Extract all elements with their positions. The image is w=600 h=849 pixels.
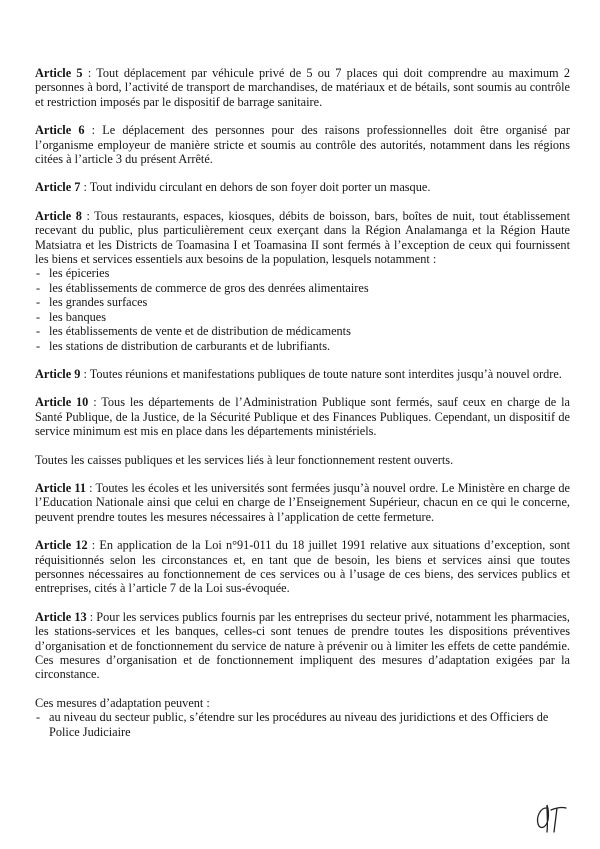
article-text: : Tout déplacement par véhicule privé de 5 ou 7 places qui doit comprendre au maximum 2 personnes à bord, l’activité de transport de marchandises, de matériaux et de bétails, sont soumis au contrôle et restriction imposés par le dispositif de barrage sanitaire.: [35, 66, 571, 109]
article-8: [35, 209, 570, 267]
article-text: : Pour les services publics fournis par les entreprises du secteur privé, notamment les pharmacies, les stations-services et les banques, celles-ci sont tenues de prendre toutes les dispositions préventives d’organisation et de fonctionnement du service de nature à prévenir ou à limiter les effets de cette pandémie. Ces mesures d’organisation et de fonctionnement impliquent des mesures d’adaptation exigées par la circonstance.: [35, 609, 571, 682]
article-7: [35, 180, 570, 194]
article-label: Article 9: [35, 366, 81, 381]
paragraph-text: Ces mesures d’adaptation peuvent :: [35, 695, 210, 710]
article-text: : Tous restaurants, espaces, kiosques, débits de boisson, bars, boîtes de nuit, tout établissement recevant du public, plus particulièrement ceux exerçant dans la Région Analamanga et la Région Haute Matsiatra et les Districts de Toamasina I et Toamasina II sont fermés à l’exception de ceux qui fournissent les biens et services essentiels aux besoins de la population, lesquels notamment :: [35, 208, 570, 267]
article-label: Article 5: [35, 66, 83, 80]
list-item: - les établissements de commerce de gros des denrées alimentaires: [35, 281, 570, 295]
paragraph-text: Toutes les caisses publiques et les services liés à leur fonctionnement restent ouverts.: [35, 452, 454, 467]
public-treasury-paragraph: [35, 453, 570, 467]
article-12: [35, 538, 570, 596]
article-11: [35, 481, 570, 524]
article-13: [35, 610, 570, 682]
article-label: Article 11: [35, 480, 86, 495]
article-text: : Tous les départements de l’Administration Publique sont fermés, sauf ceux en charge de la Santé Publique, de la Justice, de la Sécurité Publique et des Finances Publiques. Cependant, un dispositif de service minimum est mis en place dans les départements ministériels.: [35, 395, 570, 439]
article-text: : Tout individu circulant en dehors de son foyer doit porter un masque.: [80, 180, 431, 195]
article-text: : Toutes les écoles et les universités sont fermées jusqu’à nouvel ordre. Le Ministère en charge de l’Education Nationale ainsi que celui en charge de l’Enseignement Supérieur, chacun en ce qui le concerne, peuvent prendre toutes les mesures nécessaires à l’application de cette fermeture.: [35, 480, 570, 524]
signature-initials-icon: [532, 802, 568, 834]
article-5: [35, 66, 570, 109]
article-text: : En application de la Loi n°91-011 du 18 juillet 1991 relative aux situations d’exception, sont réquisitionnés selon les circonstances et, en tant que de besoin, les biens et services ainsi que toutes personnes nécessaires au fonctionnement de ces services ou à l’usage de ces biens, des services publics et entreprises, cités à l’article 7 de la Loi sus-évoquée.: [35, 538, 571, 596]
article-label: Article 8: [35, 208, 82, 223]
list-item: - les grandes surfaces: [35, 295, 570, 309]
list-item: - au niveau du secteur public, s’étendre sur les procédures au niveau des juridictions et des Officiers de Police Judiciaire: [35, 710, 570, 739]
article-text: : Le déplacement des personnes pour des raisons professionnelles doit être organisé par l’organisme employeur de manière stricte et soumis au contrôle des autorités, notamment dans les régions citées à l’article 3 du présent Arrêté.: [35, 123, 571, 167]
article-10: [35, 395, 570, 438]
list-item: - les épiceries: [35, 266, 570, 280]
article-label: Article 7: [35, 180, 81, 195]
adaptation-measures-list: [35, 710, 570, 739]
list-item: - les établissements de vente et de distribution de médicaments: [35, 324, 570, 338]
article-6: [35, 123, 570, 166]
article-label: Article 13: [35, 609, 87, 624]
article-label: Article 10: [35, 395, 89, 410]
essential-services-list: [35, 266, 570, 352]
list-item: - les banques: [35, 310, 570, 324]
adaptation-measures-intro: [35, 696, 570, 710]
article-label: Article 6: [35, 123, 85, 138]
article-9: [35, 367, 570, 381]
article-text: : Toutes réunions et manifestations publiques de toute nature sont interdites jusqu’à nouvel ordre.: [80, 366, 562, 381]
article-label: Article 12: [35, 538, 88, 553]
list-item: - les stations de distribution de carburants et de lubrifiants.: [35, 339, 570, 353]
